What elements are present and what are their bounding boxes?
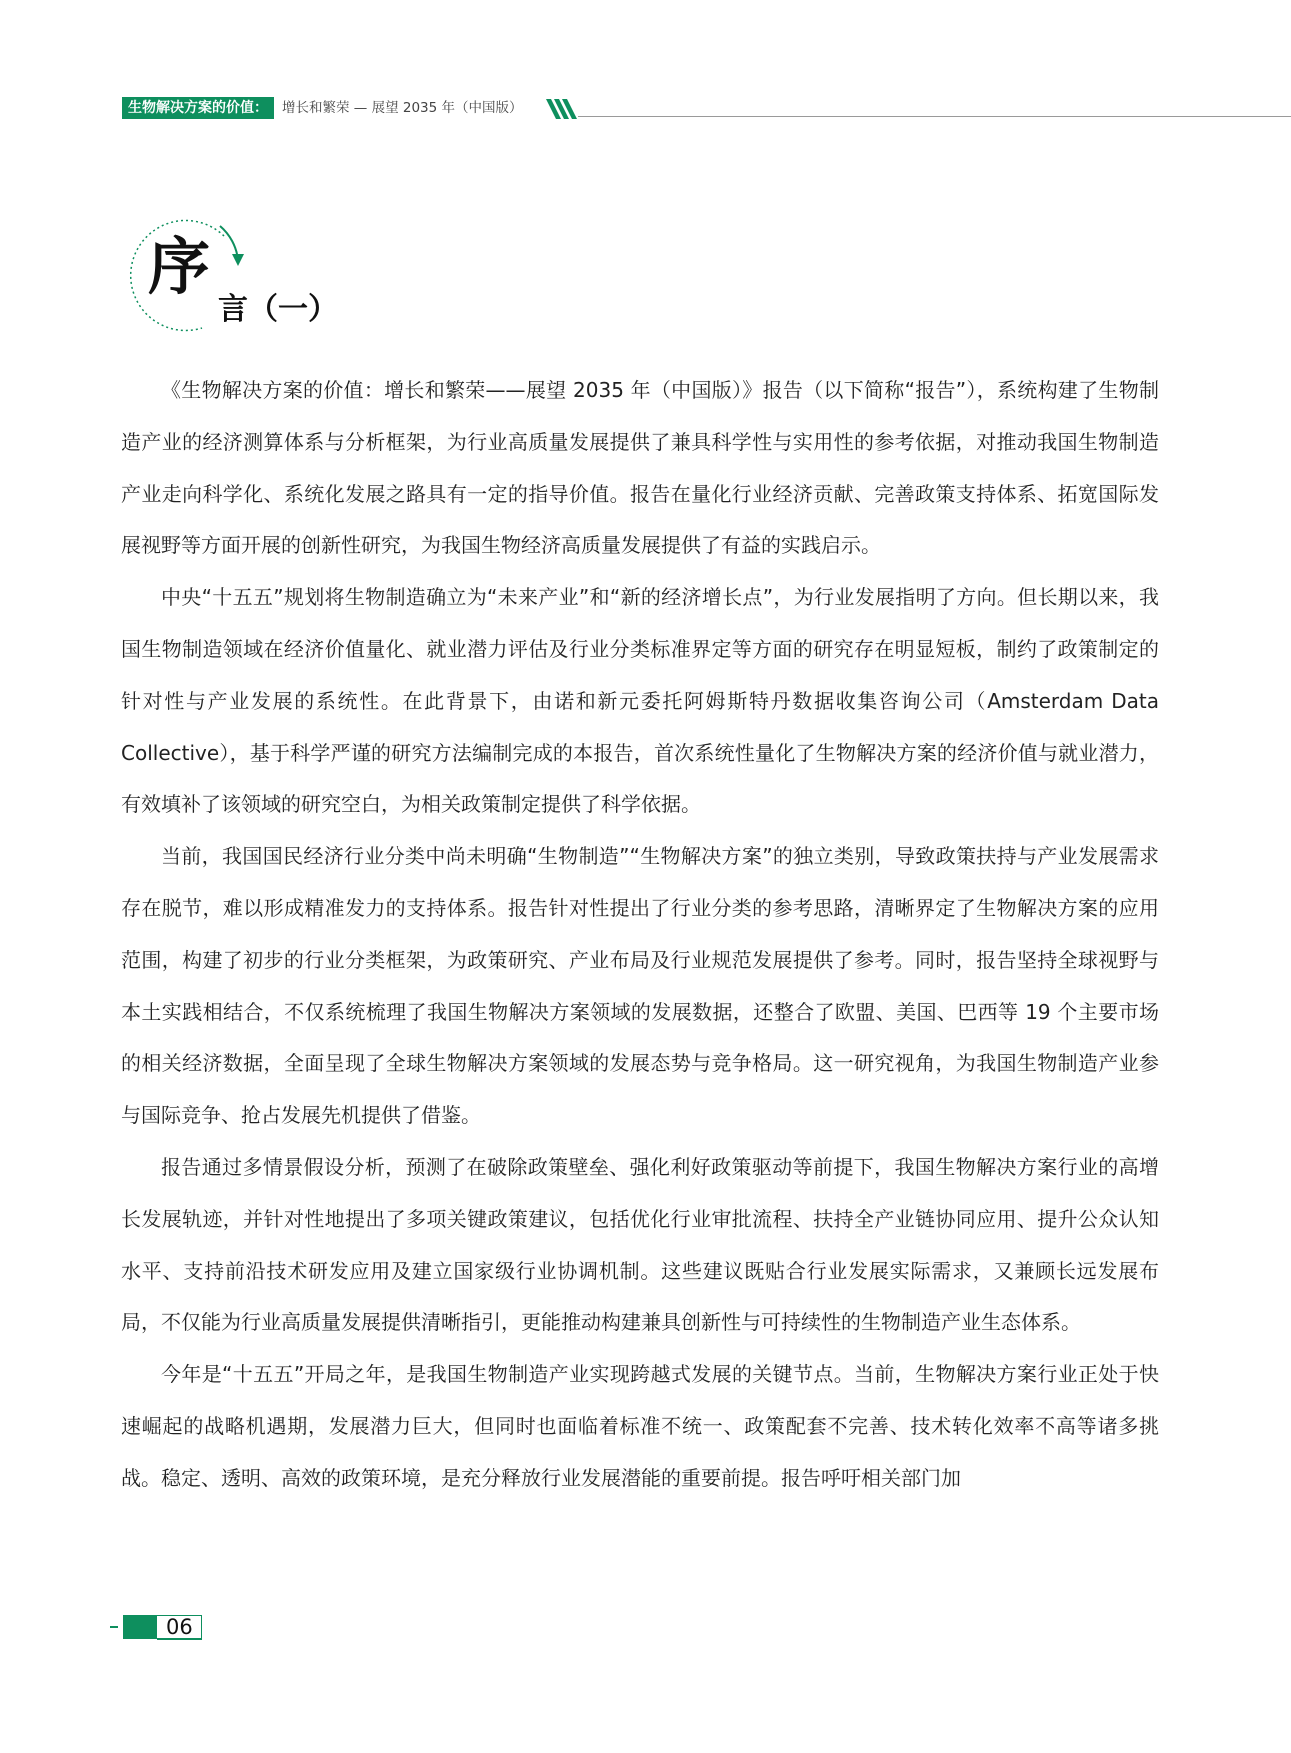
- footer-dash: [110, 1626, 118, 1628]
- section-title-main: 序: [148, 230, 211, 303]
- page-footer: [110, 1612, 220, 1642]
- running-header: [122, 97, 1291, 123]
- section-title: [120, 210, 360, 340]
- paragraph: 当前，我国国民经济行业分类中尚未明确“生物制造”“生物解决方案”的独立类别，导致政策扶持与产业发展需求存在脱节，难以形成精准发力的支持体系。报告针对性提出了行业分类的参考思路，清晰界定了生物解决方案的应用范围，构建了初步的行业分类框架，为政策研究、产业布局及行业规范发展提供了参考。同时，报告坚持全球视野与本土实践相结合，不仅系统梳理了我国生物解决方案领域的发展数据，还整合了欧盟、美国、巴西等 19 个主要市场的相关经济数据，全面呈现了全球生物解决方案领域的发展态势与竞争格局。这一研究视角，为我国生物制造产业参与国际竞争、抢占发展先机提供了借鉴。: [121, 844, 1159, 1128]
- page-number: 06: [166, 1615, 193, 1639]
- triple-slash-icon: [544, 97, 580, 121]
- paragraph: 报告通过多情景假设分析，预测了在破除政策壁垒、强化利好政策驱动等前提下，我国生物解决方案行业的高增长发展轨迹，并针对性地提出了多项关键政策建议，包括优化行业审批流程、扶持全产业链协同应用、提升公众认知水平、支持前沿技术研发应用及建立国家级行业协调机制。这些建议既贴合行业发展实际需求，又兼顾长远发展布局，不仅能为行业高质量发展提供清晰指引，更能推动构建兼具创新性与可持续性的生物制造产业生态体系。: [121, 1154, 1159, 1335]
- header-report-subtitle: 增长和繁荣 — 展望 2035 年（中国版）: [282, 100, 523, 116]
- paragraph: 中央“十五五”规划将生物制造确立为“未来产业”和“新的经济增长点”，为行业发展指明了方向。但长期以来，我国生物制造领域在经济价值量化、就业潜力评估及行业分类标准界定等方面的研究存在明显短板，制约了政策制定的针对性与产业发展的系统性。在此背景下，由诺和新元委托阿姆斯特丹数据收集咨询公司（Amsterdam Data Collective），基于科学严谨的研究方法编制完成的本报告，首次系统性量化了生物解决方案的经济价值与就业潜力，有效填补了该领域的研究空白，为相关政策制定提供了科学依据。: [121, 585, 1159, 817]
- section-title-sub: 言（一）: [218, 292, 338, 327]
- header-rule: [578, 116, 1291, 117]
- body-text: [121, 365, 1159, 1505]
- header-report-tag: 生物解决方案的价值：: [122, 97, 274, 119]
- footer-accent-block: [123, 1615, 157, 1639]
- paragraph: 《生物解决方案的价值：增长和繁荣——展望 2035 年（中国版）》报告（以下简称“报告”），系统构建了生物制造产业的经济测算体系与分析框架，为行业高质量发展提供了兼具科学性与实用性的参考依据，对推动我国生物制造产业走向科学化、系统化发展之路具有一定的指导价值。报告在量化行业经济贡献、完善政策支持体系、拓宽国际发展视野等方面开展的创新性研究，为我国生物经济高质量发展提供了有益的实践启示。: [121, 378, 1159, 558]
- paragraph: 今年是“十五五”开局之年，是我国生物制造产业实现跨越式发展的关键节点。当前，生物解决方案行业正处于快速崛起的战略机遇期，发展潜力巨大，但同时也面临着标准不统一、政策配套不完善、技术转化效率不高等诸多挑战。稳定、透明、高效的政策环境，是充分释放行业发展潜能的重要前提。报告呼吁相关部门加: [121, 1362, 1159, 1490]
